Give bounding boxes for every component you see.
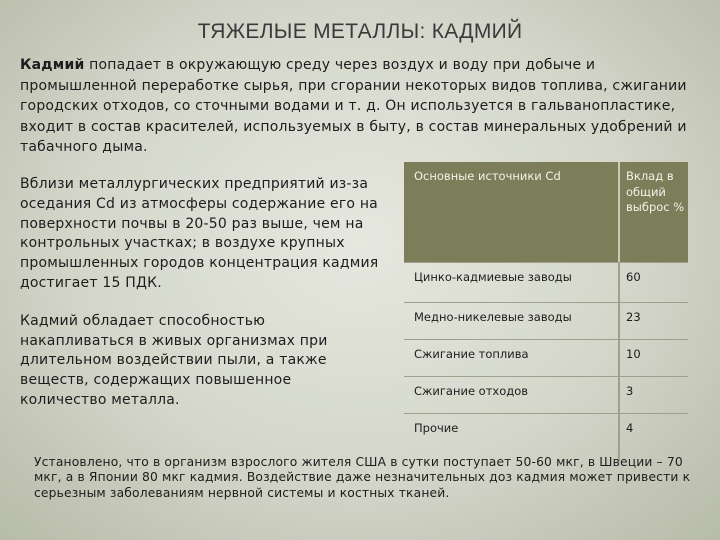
intro-paragraph — [20, 55, 704, 158]
left-column — [20, 175, 380, 411]
intro-text: попадает в окружающую среду через воздух и воду при добыче и промышленной переработке сырья, при сгорании некоторых видов топлива, сжигании городских отходов, со сточными водами и т. д. Он используется в гальванопластике, входит в состав красителей, используемых в быту, в состав минеральных удобрений и табачного дыма. — [20, 57, 687, 156]
table-header-share: Вклад в общий выброс % — [620, 162, 688, 263]
accumulation-paragraph: Кадмий обладает способностью накапливаться в живых организмах при длительном воздействии пыли, а также веществ, содержащих повышенное количество металла. — [20, 312, 328, 408]
table-cell-source: Сжигание отходов — [404, 377, 618, 414]
table-cell-source: Медно-никелевые заводы — [404, 303, 618, 340]
table-cell-source: Прочие — [404, 414, 618, 462]
table-cell-share: 4 — [620, 414, 688, 462]
table-cell-share: 3 — [620, 377, 688, 414]
table-cell-source: Сжигание топлива — [404, 340, 618, 377]
table-header-row — [404, 162, 688, 263]
table-row — [404, 340, 688, 377]
table-cell-share: 23 — [620, 303, 688, 340]
intro-term: Кадмий — [20, 57, 85, 73]
page-title: ТЯЖЕЛЫЕ МЕТАЛЛЫ: КАДМИЙ — [197, 20, 523, 43]
footer-paragraph: Установлено, что в организм взрослого жителя США в сутки поступает 50-60 мкг, в Швеции – 70 мкг, а в Японии 80 мкг кадмия. Воздействие даже незначительных доз кадмия может привести к серьезным заболеваниям нервной системы и костных тканей. — [34, 455, 691, 500]
table-cell-source: Цинко-кадмиевые заводы — [404, 263, 618, 303]
cadmium-sources-table — [404, 162, 688, 461]
table-row — [404, 263, 688, 303]
table-row — [404, 377, 688, 414]
table-row — [404, 303, 688, 340]
soil-concentration-paragraph: Вблизи металлургических предприятий из-за оседания Cd из атмосферы содержание его на поверхности почвы в 20-50 раз выше, чем на контрольных участках; в воздухе крупных промышленных городов концентрация кадмия достигает 15 ПДК. — [20, 176, 379, 291]
table-cell-share: 10 — [620, 340, 688, 377]
table-header-source: Основные источники Cd — [404, 162, 618, 263]
table-row — [404, 414, 688, 462]
table-cell-share: 60 — [620, 263, 688, 303]
